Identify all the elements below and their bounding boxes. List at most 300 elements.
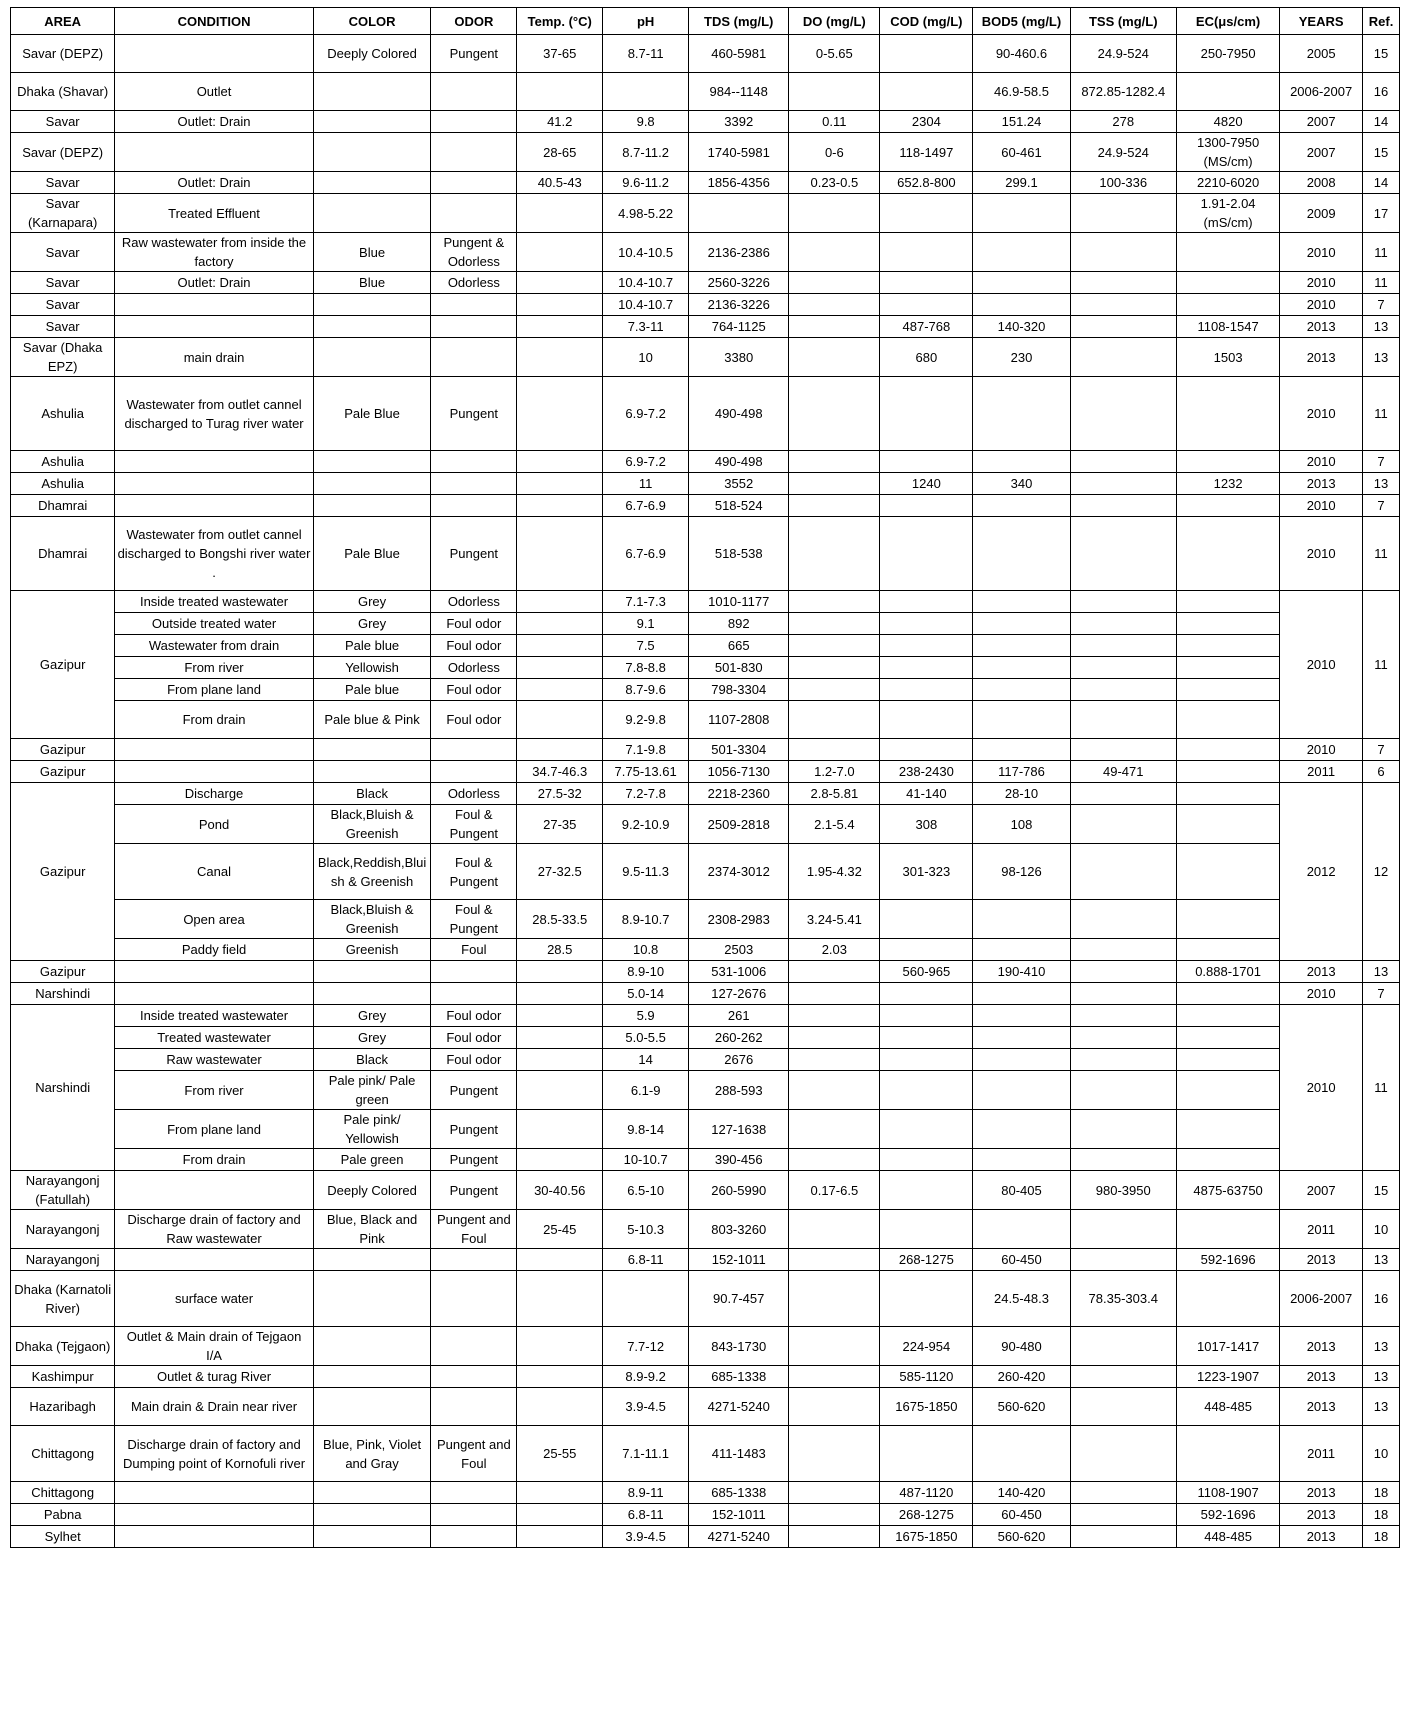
cell-area: Gazipur	[11, 961, 115, 983]
cell-ec	[1176, 1426, 1279, 1482]
cell-tds: 260-5990	[689, 1171, 789, 1210]
cell-ec: 4820	[1176, 111, 1279, 133]
cell-ec	[1176, 1271, 1279, 1327]
cell-tds: 2374-3012	[689, 844, 789, 900]
cell-tds: 261	[689, 1005, 789, 1027]
cell-bod5: 140-420	[973, 1482, 1070, 1504]
cell-bod5: 60-450	[973, 1504, 1070, 1526]
cell-ref: 7	[1363, 451, 1400, 473]
cell-cod: 585-1120	[880, 1366, 973, 1388]
cell-temp	[517, 517, 603, 591]
cell-area: Sylhet	[11, 1526, 115, 1548]
cell-color	[313, 73, 431, 111]
cell-year: 2012	[1280, 783, 1363, 961]
cell-odor	[431, 961, 517, 983]
table-row	[11, 1071, 1400, 1110]
cell-tds: 843-1730	[689, 1327, 789, 1366]
cell-year: 2013	[1280, 1482, 1363, 1504]
cell-condition	[115, 1482, 313, 1504]
cell-tss	[1070, 495, 1176, 517]
cell-do	[789, 1027, 880, 1049]
cell-ph: 10-10.7	[603, 1149, 689, 1171]
table-row	[11, 473, 1400, 495]
cell-cod	[880, 73, 973, 111]
cell-odor: Foul odor	[431, 701, 517, 739]
cell-year: 2008	[1280, 172, 1363, 194]
cell-condition: Discharge drain of factory and Dumping point of Kornofuli river	[115, 1426, 313, 1482]
cell-ec: 1.91-2.04 (mS/cm)	[1176, 194, 1279, 233]
cell-color: Black	[313, 1049, 431, 1071]
cell-ec	[1176, 1049, 1279, 1071]
cell-tds: 390-456	[689, 1149, 789, 1171]
cell-bod5	[973, 272, 1070, 294]
cell-do: 0.11	[789, 111, 880, 133]
cell-do	[789, 1271, 880, 1327]
cell-temp	[517, 1327, 603, 1366]
cell-odor	[431, 1526, 517, 1548]
cell-ref: 18	[1363, 1526, 1400, 1548]
cell-tds: 2218-2360	[689, 783, 789, 805]
cell-cod	[880, 1027, 973, 1049]
cell-tss	[1070, 1210, 1176, 1249]
table-row	[11, 35, 1400, 73]
cell-color	[313, 294, 431, 316]
cell-tds: 288-593	[689, 1071, 789, 1110]
table-row	[11, 591, 1400, 613]
cell-cod: 308	[880, 805, 973, 844]
cell-color	[313, 111, 431, 133]
cell-odor: Pungent	[431, 517, 517, 591]
cell-color: Black,Bluish & Greenish	[313, 900, 431, 939]
cell-do	[789, 272, 880, 294]
cell-ph: 11	[603, 473, 689, 495]
cell-tds: 892	[689, 613, 789, 635]
cell-ph: 8.9-11	[603, 1482, 689, 1504]
cell-cod	[880, 377, 973, 451]
cell-tds: 3392	[689, 111, 789, 133]
cell-ph: 7.1-7.3	[603, 591, 689, 613]
cell-tss	[1070, 783, 1176, 805]
cell-color	[313, 451, 431, 473]
cell-ph: 3.9-4.5	[603, 1388, 689, 1426]
cell-cod: 268-1275	[880, 1249, 973, 1271]
cell-tss	[1070, 1482, 1176, 1504]
header-do: DO (mg/L)	[789, 8, 880, 35]
cell-area: Gazipur	[11, 591, 115, 739]
table-row	[11, 316, 1400, 338]
cell-tss	[1070, 1366, 1176, 1388]
cell-ph: 10.4-10.7	[603, 272, 689, 294]
cell-cod	[880, 1171, 973, 1210]
header-tds: TDS (mg/L)	[689, 8, 789, 35]
cell-ph: 7.7-12	[603, 1327, 689, 1366]
cell-year: 2013	[1280, 1327, 1363, 1366]
cell-temp: 25-45	[517, 1210, 603, 1249]
cell-condition	[115, 133, 313, 172]
cell-color: Grey	[313, 613, 431, 635]
cell-bod5: 60-461	[973, 133, 1070, 172]
cell-do	[789, 739, 880, 761]
cell-cod	[880, 272, 973, 294]
cell-odor: Pungent	[431, 377, 517, 451]
table-row	[11, 805, 1400, 844]
cell-ph: 3.9-4.5	[603, 1526, 689, 1548]
table-row	[11, 679, 1400, 701]
cell-area: Savar	[11, 172, 115, 194]
cell-do	[789, 1210, 880, 1249]
cell-ph: 6.9-7.2	[603, 377, 689, 451]
cell-color	[313, 1526, 431, 1548]
cell-ec	[1176, 1149, 1279, 1171]
cell-area: Narshindi	[11, 983, 115, 1005]
cell-color	[313, 495, 431, 517]
cell-temp	[517, 1366, 603, 1388]
cell-do	[789, 983, 880, 1005]
cell-color: Pale green	[313, 1149, 431, 1171]
cell-color	[313, 133, 431, 172]
cell-area: Savar (DEPZ)	[11, 133, 115, 172]
cell-year: 2007	[1280, 1171, 1363, 1210]
cell-tds: 490-498	[689, 451, 789, 473]
cell-odor	[431, 473, 517, 495]
cell-ph: 10.8	[603, 939, 689, 961]
cell-tss	[1070, 1049, 1176, 1071]
cell-do: 1.95-4.32	[789, 844, 880, 900]
cell-tss	[1070, 613, 1176, 635]
cell-ref: 10	[1363, 1426, 1400, 1482]
table-row	[11, 900, 1400, 939]
cell-color	[313, 316, 431, 338]
table-body	[11, 35, 1400, 1548]
cell-bod5: 260-420	[973, 1366, 1070, 1388]
cell-temp	[517, 1149, 603, 1171]
cell-cod: 1675-1850	[880, 1526, 973, 1548]
cell-condition: Canal	[115, 844, 313, 900]
cell-bod5	[973, 701, 1070, 739]
cell-condition: Outlet & turag River	[115, 1366, 313, 1388]
cell-tss: 24.9-524	[1070, 133, 1176, 172]
cell-color: Black,Bluish & Greenish	[313, 805, 431, 844]
cell-tss	[1070, 1327, 1176, 1366]
table-row	[11, 338, 1400, 377]
cell-year: 2006-2007	[1280, 73, 1363, 111]
cell-ec	[1176, 635, 1279, 657]
cell-condition: Treated wastewater	[115, 1027, 313, 1049]
cell-condition: Treated Effluent	[115, 194, 313, 233]
cell-odor: Pungent	[431, 1171, 517, 1210]
cell-bod5: 90-460.6	[973, 35, 1070, 73]
cell-ec: 448-485	[1176, 1526, 1279, 1548]
cell-odor: Pungent & Odorless	[431, 233, 517, 272]
cell-cod: 652.8-800	[880, 172, 973, 194]
cell-temp: 27-32.5	[517, 844, 603, 900]
cell-ec	[1176, 679, 1279, 701]
cell-area: Narayangonj (Fatullah)	[11, 1171, 115, 1210]
cell-temp: 25-55	[517, 1426, 603, 1482]
cell-bod5	[973, 635, 1070, 657]
cell-tss: 872.85-1282.4	[1070, 73, 1176, 111]
cell-tds: 685-1338	[689, 1366, 789, 1388]
cell-year: 2006-2007	[1280, 1271, 1363, 1327]
cell-condition	[115, 495, 313, 517]
cell-color	[313, 1504, 431, 1526]
cell-do	[789, 495, 880, 517]
cell-temp	[517, 473, 603, 495]
table-row	[11, 1027, 1400, 1049]
cell-area: Dhamrai	[11, 495, 115, 517]
cell-tds: 1056-7130	[689, 761, 789, 783]
cell-tss	[1070, 635, 1176, 657]
cell-color	[313, 1388, 431, 1426]
cell-tds: 1107-2808	[689, 701, 789, 739]
cell-ec	[1176, 805, 1279, 844]
cell-ph: 4.98-5.22	[603, 194, 689, 233]
cell-do	[789, 657, 880, 679]
cell-tss	[1070, 1526, 1176, 1548]
cell-area: Dhaka (Karnatoli River)	[11, 1271, 115, 1327]
table-row	[11, 1249, 1400, 1271]
cell-ref: 7	[1363, 294, 1400, 316]
table-row	[11, 133, 1400, 172]
cell-do	[789, 1249, 880, 1271]
cell-ph: 9.2-9.8	[603, 701, 689, 739]
cell-tss	[1070, 1388, 1176, 1426]
table-row	[11, 1388, 1400, 1426]
cell-year: 2010	[1280, 983, 1363, 1005]
cell-tds	[689, 194, 789, 233]
cell-color: Blue, Black and Pink	[313, 1210, 431, 1249]
cell-tds: 2308-2983	[689, 900, 789, 939]
cell-cod: 680	[880, 338, 973, 377]
cell-ec: 1017-1417	[1176, 1327, 1279, 1366]
cell-odor	[431, 1482, 517, 1504]
cell-area: Gazipur	[11, 761, 115, 783]
cell-ref: 11	[1363, 233, 1400, 272]
cell-cod	[880, 900, 973, 939]
cell-tds: 260-262	[689, 1027, 789, 1049]
cell-area: Kashimpur	[11, 1366, 115, 1388]
cell-area: Gazipur	[11, 739, 115, 761]
cell-ec	[1176, 1027, 1279, 1049]
cell-tds: 685-1338	[689, 1482, 789, 1504]
cell-bod5: 80-405	[973, 1171, 1070, 1210]
cell-ph: 7.8-8.8	[603, 657, 689, 679]
cell-ec: 1108-1547	[1176, 316, 1279, 338]
cell-tss	[1070, 1027, 1176, 1049]
cell-ec	[1176, 495, 1279, 517]
cell-temp: 27-35	[517, 805, 603, 844]
cell-do	[789, 1504, 880, 1526]
cell-odor	[431, 1327, 517, 1366]
cell-tds: 501-830	[689, 657, 789, 679]
cell-color	[313, 1482, 431, 1504]
cell-cod	[880, 1071, 973, 1110]
cell-bod5	[973, 495, 1070, 517]
cell-condition	[115, 473, 313, 495]
cell-color: Greenish	[313, 939, 431, 961]
cell-ph: 8.7-11	[603, 35, 689, 73]
cell-cod: 41-140	[880, 783, 973, 805]
cell-color	[313, 761, 431, 783]
cell-ph: 7.3-11	[603, 316, 689, 338]
cell-bod5	[973, 983, 1070, 1005]
cell-odor	[431, 983, 517, 1005]
cell-ref: 18	[1363, 1482, 1400, 1504]
cell-year: 2010	[1280, 495, 1363, 517]
cell-color: Blue, Pink, Violet and Gray	[313, 1426, 431, 1482]
cell-year: 2010	[1280, 294, 1363, 316]
cell-do	[789, 1388, 880, 1426]
cell-odor	[431, 739, 517, 761]
cell-year: 2013	[1280, 1504, 1363, 1526]
cell-do	[789, 1005, 880, 1027]
cell-ref: 11	[1363, 1005, 1400, 1171]
cell-bod5: 560-620	[973, 1526, 1070, 1548]
cell-tss	[1070, 377, 1176, 451]
cell-year: 2011	[1280, 1426, 1363, 1482]
header-cod: COD (mg/L)	[880, 8, 973, 35]
cell-tss	[1070, 1110, 1176, 1149]
cell-color	[313, 194, 431, 233]
cell-color: Blue	[313, 233, 431, 272]
cell-temp: 28-65	[517, 133, 603, 172]
cell-area: Savar (Dhaka EPZ)	[11, 338, 115, 377]
cell-bod5: 60-450	[973, 1249, 1070, 1271]
cell-year: 2009	[1280, 194, 1363, 233]
cell-ec	[1176, 613, 1279, 635]
cell-tss	[1070, 805, 1176, 844]
cell-condition: From drain	[115, 1149, 313, 1171]
cell-temp	[517, 657, 603, 679]
cell-bod5	[973, 377, 1070, 451]
wastewater-quality-table	[10, 7, 1400, 1548]
cell-tss	[1070, 739, 1176, 761]
cell-cod	[880, 1049, 973, 1071]
cell-ec	[1176, 739, 1279, 761]
cell-temp	[517, 701, 603, 739]
cell-ec	[1176, 939, 1279, 961]
cell-ec	[1176, 294, 1279, 316]
cell-area: Narshindi	[11, 1005, 115, 1171]
cell-tds: 803-3260	[689, 1210, 789, 1249]
cell-color: Deeply Colored	[313, 1171, 431, 1210]
cell-do	[789, 701, 880, 739]
cell-odor: Foul	[431, 939, 517, 961]
cell-ref: 10	[1363, 1210, 1400, 1249]
cell-condition: Raw wastewater from inside the factory	[115, 233, 313, 272]
cell-ec	[1176, 900, 1279, 939]
cell-odor: Odorless	[431, 591, 517, 613]
cell-condition	[115, 451, 313, 473]
cell-condition	[115, 1526, 313, 1548]
cell-year: 2010	[1280, 233, 1363, 272]
cell-color	[313, 473, 431, 495]
cell-ph: 6.7-6.9	[603, 495, 689, 517]
table-row	[11, 73, 1400, 111]
cell-do	[789, 961, 880, 983]
cell-ph: 7.2-7.8	[603, 783, 689, 805]
cell-bod5: 108	[973, 805, 1070, 844]
table-row	[11, 1504, 1400, 1526]
cell-condition: Paddy field	[115, 939, 313, 961]
cell-odor	[431, 294, 517, 316]
cell-odor	[431, 1271, 517, 1327]
cell-odor	[431, 111, 517, 133]
cell-ec	[1176, 761, 1279, 783]
table-row	[11, 701, 1400, 739]
cell-cod	[880, 1426, 973, 1482]
cell-temp	[517, 316, 603, 338]
cell-temp	[517, 338, 603, 377]
table-row	[11, 1366, 1400, 1388]
cell-ec: 592-1696	[1176, 1504, 1279, 1526]
cell-tds: 764-1125	[689, 316, 789, 338]
cell-year: 2013	[1280, 1366, 1363, 1388]
cell-condition: Pond	[115, 805, 313, 844]
cell-odor: Foul odor	[431, 1049, 517, 1071]
cell-ref: 13	[1363, 961, 1400, 983]
cell-tss: 278	[1070, 111, 1176, 133]
cell-do	[789, 635, 880, 657]
cell-ec: 4875-63750	[1176, 1171, 1279, 1210]
cell-ref: 11	[1363, 591, 1400, 739]
cell-do	[789, 679, 880, 701]
cell-ph: 6.5-10	[603, 1171, 689, 1210]
cell-tss: 24.9-524	[1070, 35, 1176, 73]
cell-tds: 127-1638	[689, 1110, 789, 1149]
cell-ec: 1232	[1176, 473, 1279, 495]
cell-tss	[1070, 1149, 1176, 1171]
cell-tss	[1070, 1071, 1176, 1110]
cell-temp	[517, 679, 603, 701]
cell-ph: 9.2-10.9	[603, 805, 689, 844]
cell-tss: 980-3950	[1070, 1171, 1176, 1210]
cell-ec	[1176, 73, 1279, 111]
cell-bod5	[973, 1110, 1070, 1149]
cell-tss	[1070, 1426, 1176, 1482]
cell-do: 0.17-6.5	[789, 1171, 880, 1210]
cell-ec	[1176, 783, 1279, 805]
table-row	[11, 1526, 1400, 1548]
cell-odor: Foul odor	[431, 613, 517, 635]
cell-cod: 1675-1850	[880, 1388, 973, 1426]
cell-temp	[517, 1504, 603, 1526]
cell-tds: 411-1483	[689, 1426, 789, 1482]
cell-ph: 7.1-11.1	[603, 1426, 689, 1482]
cell-bod5	[973, 591, 1070, 613]
cell-color	[313, 1366, 431, 1388]
table-row	[11, 294, 1400, 316]
cell-cod	[880, 1005, 973, 1027]
cell-ec	[1176, 844, 1279, 900]
cell-condition	[115, 1249, 313, 1271]
cell-cod	[880, 613, 973, 635]
cell-tss	[1070, 451, 1176, 473]
cell-tss	[1070, 294, 1176, 316]
cell-do	[789, 1110, 880, 1149]
cell-color: Grey	[313, 1027, 431, 1049]
cell-ph: 6.8-11	[603, 1249, 689, 1271]
cell-tds: 460-5981	[689, 35, 789, 73]
cell-condition: surface water	[115, 1271, 313, 1327]
table-row	[11, 1110, 1400, 1149]
cell-color: Grey	[313, 1005, 431, 1027]
cell-ec	[1176, 233, 1279, 272]
cell-tss	[1070, 233, 1176, 272]
cell-cod	[880, 1149, 973, 1171]
table-row	[11, 1149, 1400, 1171]
cell-ref: 13	[1363, 1327, 1400, 1366]
